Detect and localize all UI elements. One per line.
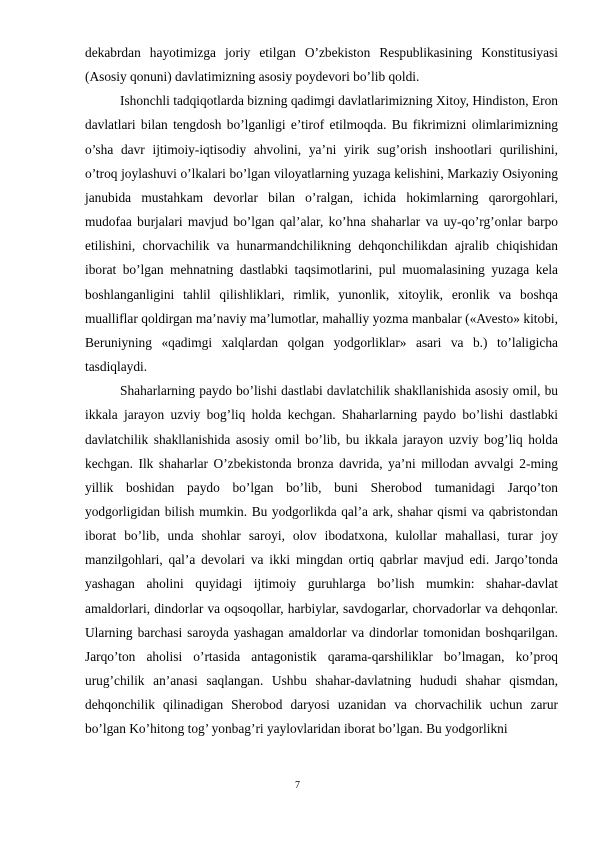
page-number: 7 [295,780,300,791]
paragraph-cities-origin: Shaharlarning paydo bo’lishi dastlabi davlatchilik shakllanishida asosiy omil, bu ikkala jarayon uzviy bog’liq holda kechgan. Shaharlarning paydo bo’lishi dastlabki davlatchilik shakllanishida asosiy omil bo’lib, bu ikkala jarayon uzviy bog’liq holda kechgan. Ilk shaharlar O’zbekistonda bronza davrida, ya’ni millodan avvalgi 2-ming yillik boshidan paydo bo’lgan bo’lib, buni Sherobod tumanidagi Jarqo’ton yodgorligidan bilish mumkin. Bu yodgorlikda qal’a ark, shahar qismi va qabristondan iborat bo’lib, unda shohlar saroyi, olov ibodatxona, kulollar mahallasi, turar joy manzilgohlari, qal’a devolari va ikki mingdan ortiq qabrlar mavjud edi. Jarqo’tonda yashagan aholini quyidagi ijtimoiy guruhlarga bo’lish mumkin: shahar-davlat amaldorlari, dindorlar va oqsoqollar, harbiylar, savdogarlar, chorvadorlar va dehqonlar. Ularning barchasi saroyda yashagan amaldorlar va dindorlar tomonidan boshqarilgan. Jarqo’ton aholisi o’rtasida antagonistik qarama-qarshiliklar bo’lmagan, ko’proq urug’chilik an’anasi saqlangan. Ushbu shahar-davlatning hududi shahar qismdan, dehqonchilik qilinadigan Sherobod daryosi uzanidan va chorvachilik uchun zarur bo’lgan Ko’hitong tog’ yonbag’ri yaylovlaridan iborat bo’lgan. Bu yodgorlikni [85,383,558,737]
paragraph-constitution: dekabrdan hayotimizga joriy etilgan O’zbekiston Respublikasining Konstitusiyasi (Asosiy qonuni) davlatimizning asosiy poydevori bo’lib qoldi. [85,45,558,85]
document-body [85,41,558,742]
paragraph-ancient-states: Ishonchli tadqiqotlarda bizning qadimgi davlatlarimizning Xitoy, Hindiston, Eron davlatlari bilan tengdosh bo’lganligi e’tirof etilmoqda. Bu fikrimizni olimlarimizning o’sha davr ijtimoiy-iqtisodiy ahvolini, ya’ni yirik sug’orish inshootlari qurilishini, o’troq joylashuvi o’lkalari bo’lgan viloyatlarning yuzaga kelishini, Markaziy Osiyoning janubida mustahkam devorlar bilan o’ralgan, ichida hokimlarning qarorgohlari, mudofaa burjalari mavjud bo’lgan qal’alar, ko’hna shaharlar va uy-qo’rg’onlar barpo etilishini, chorvachilik va hunarmandchilikning dehqonchilikdan ajralib chiqishidan iborat bo’lgan mehnatning dastlabki taqsimotlarini, pul muomalasining yuzaga kela boshlanganligini tahlil qilishliklari, rimlik, yunonlik, xitoylik, eronlik va boshqa mualliflar qoldirgan ma’naviy ma’lumotlar, mahalliy yozma manbalar («Avesto» kitobi, Beruniyning «qadimgi xalqlardan qolgan yodgorliklar» asari va b.) to’laligicha tasdiqlaydi. [85,93,558,375]
